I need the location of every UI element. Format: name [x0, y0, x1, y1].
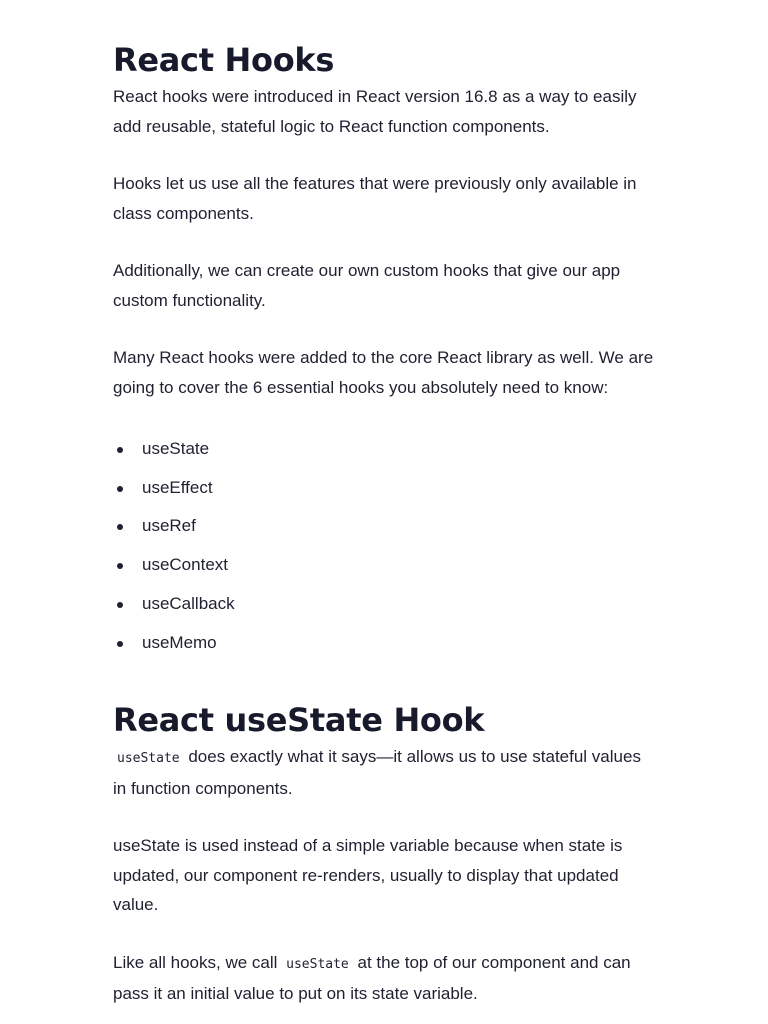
- hooks-list: [113, 430, 658, 662]
- usestate-hook-heading: React useState Hook: [113, 701, 485, 740]
- usestate-inline-code: useState: [117, 751, 180, 767]
- list-item-useref: useRef: [113, 507, 658, 546]
- usestate-rerender-paragraph: useState is used instead of a simple variable because when state is updated, our component re-renders, usually to display that updated value.: [113, 836, 623, 915]
- react-hooks-heading: React Hooks: [113, 41, 335, 79]
- list-item-useeffect: useEffect: [113, 469, 658, 508]
- list-item-usememo: useMemo: [113, 624, 658, 663]
- intro-paragraph: React hooks were introduced in React version 16.8 as a way to easily add reusable, stateful logic to React function components.: [113, 87, 637, 136]
- usestate-call-inline-code: useState: [286, 956, 349, 972]
- usestate-description-text: does exactly what it says—it allows us to use stateful values in function components.: [113, 747, 641, 798]
- custom-hooks-paragraph: Additionally, we can create our own custom hooks that give our app custom functionality.: [113, 261, 621, 310]
- usestate-call-text-before: Like all hooks, we call: [113, 952, 283, 972]
- list-item-usecontext: useContext: [113, 546, 658, 585]
- list-item-usecallback: useCallback: [113, 585, 658, 624]
- hooks-features-paragraph: Hooks let us use all the features that were previously only available in class components.: [113, 174, 637, 223]
- list-item-usestate: useState: [113, 430, 658, 469]
- usestate-call-text-after: at the top of our component and can pass it an initial value to put on its state variable.: [113, 952, 631, 1004]
- essential-hooks-paragraph: Many React hooks were added to the core React library as well. We are going to cover the 6 essential hooks you absolutely need to know:: [113, 348, 654, 397]
- usestate-description-paragraph: [113, 742, 658, 803]
- usestate-call-paragraph: [113, 948, 658, 1009]
